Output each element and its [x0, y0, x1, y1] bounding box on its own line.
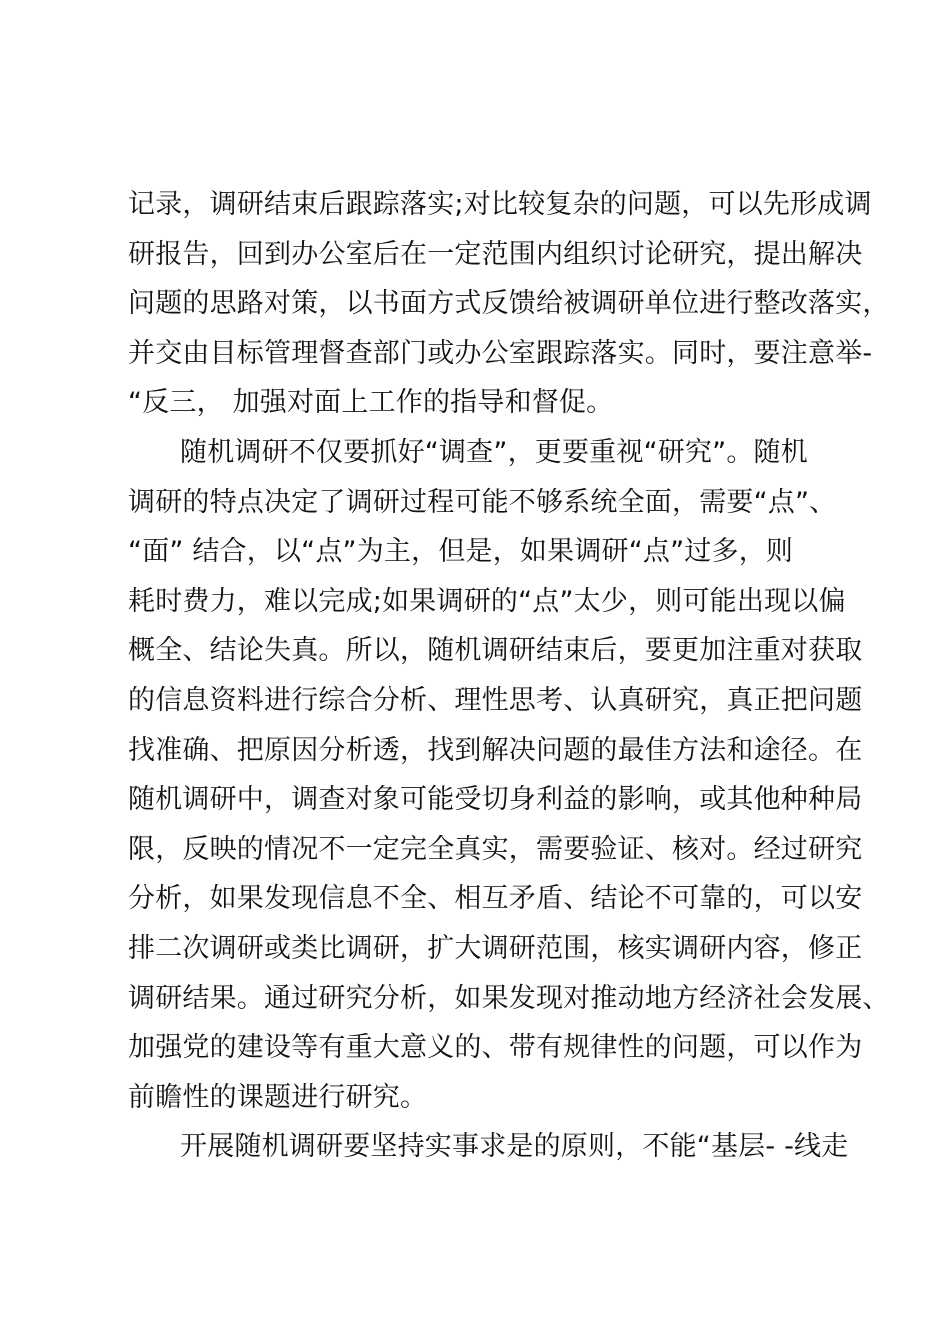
text-line-2: 研报告，回到办公室后在一定范围内组织讨论研究，提出解决 [128, 238, 863, 270]
text-line-6: 随机调研不仅要抓好“调查”，更要重视“研究”。随机 [180, 436, 808, 468]
text-line-15: 分析，如果发现信息不全、相互矛盾、结论不可靠的，可以安 [128, 883, 863, 915]
text-line-10: 概全、结论失真。所以，随机调研结束后，要更加注重对获取 [128, 635, 863, 667]
text-line-8: “面” 结合，以“点”为主，但是，如果调研“点”过多，则 [128, 536, 794, 568]
text-line-4: 并交由目标管理督查部门或办公室跟踪落实。同时，要注意举- [128, 337, 873, 369]
text-line-20: 开展随机调研要坚持实事求是的原则，不能“基层- -线走 [180, 1131, 849, 1163]
text-line-16: 排二次调研或类比调研，扩大调研范围，核实调研内容，修正 [128, 932, 863, 964]
text-line-19: 前瞻性的课题进行研究。 [128, 1081, 428, 1113]
text-line-1: 记录，调研结束后跟踪落实;对比较复杂的问题，可以先形成调 [128, 189, 872, 220]
text-line-18: 加强党的建设等有重大意义的、带有规律性的问题，可以作为 [128, 1032, 863, 1064]
text-line-9: 耗时费力，难以完成;如果调研的“点”太少，则可能出现以偏 [128, 585, 846, 617]
text-line-5: “反三， 加强对面上工作的指导和督促。 [128, 387, 614, 419]
body-text [128, 180, 890, 1172]
text-line-7: 调研的特点决定了调研过程可能不够系统全面，需要“点”、 [128, 486, 837, 518]
text-line-13: 随机调研中，调查对象可能受切身利益的影响，或其他种种局 [128, 784, 863, 816]
text-line-12: 找准确、把原因分析透，找到解决问题的最佳方法和途径。在 [128, 734, 863, 766]
text-line-3: 问题的思路对策，以书面方式反馈给被调研单位进行整改落实， [128, 288, 890, 320]
text-line-14: 限，反映的情况不一定完全真实，需要验证、核对。经过研究 [128, 833, 863, 865]
text-line-17: 调研结果。通过研究分析，如果发现对推动地方经济社会发展、 [128, 982, 890, 1014]
text-line-11: 的信息资料进行综合分析、理性思考、认真研究，真正把问题 [128, 684, 863, 716]
